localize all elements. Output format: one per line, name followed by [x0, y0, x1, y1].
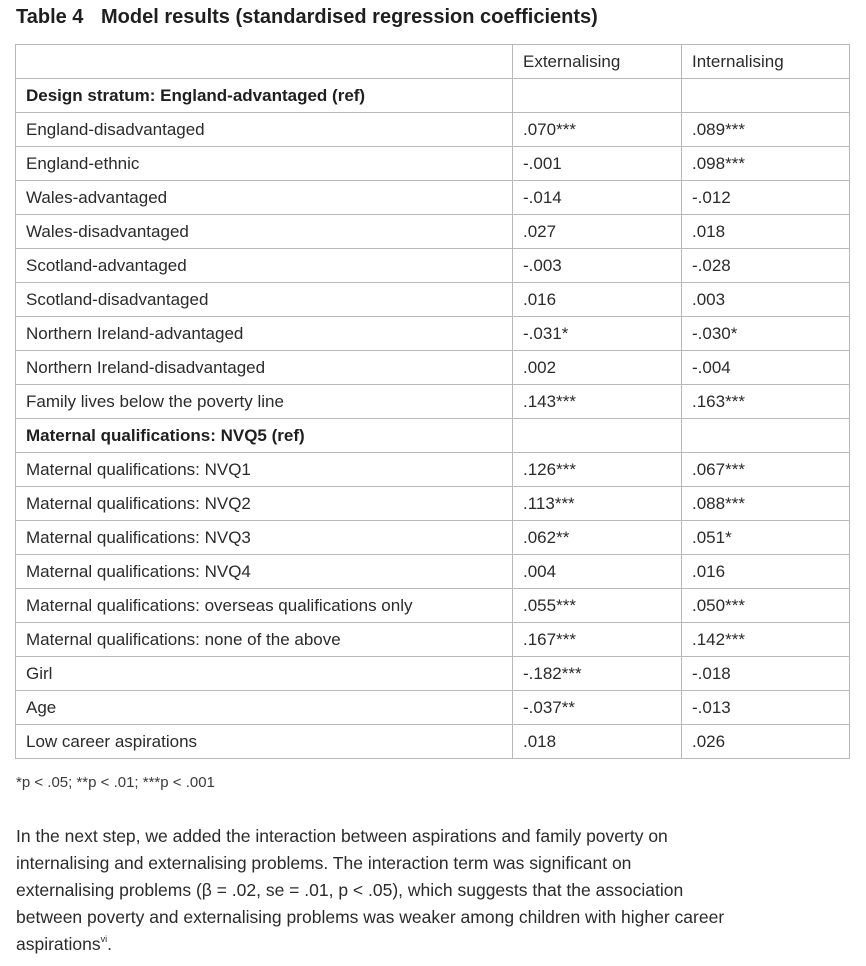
variable-label-cell: Northern Ireland-advantaged: [16, 317, 513, 351]
table-row: [16, 623, 850, 657]
table-header-row: [16, 45, 850, 79]
table-section-row: [16, 79, 850, 113]
section-label-cell: Design stratum: England-advantaged (ref): [16, 79, 513, 113]
internalising-value-cell: .003: [682, 283, 850, 317]
table-title: Model results (standardised regression coefficients): [101, 6, 598, 28]
table-caption: [16, 6, 598, 29]
table-row: [16, 215, 850, 249]
internalising-value-cell: .098***: [682, 147, 850, 181]
table-row: [16, 181, 850, 215]
table-row: [16, 691, 850, 725]
table-row: [16, 113, 850, 147]
variable-label-cell: Maternal qualifications: NVQ4: [16, 555, 513, 589]
externalising-value-cell: .126***: [513, 453, 682, 487]
header-externalising: Externalising: [513, 45, 682, 79]
internalising-value-cell: -.013: [682, 691, 850, 725]
table-row: [16, 657, 850, 691]
externalising-value-cell: .027: [513, 215, 682, 249]
externalising-value-cell: .055***: [513, 589, 682, 623]
externalising-value-cell: -.031*: [513, 317, 682, 351]
variable-label-cell: Maternal qualifications: NVQ2: [16, 487, 513, 521]
internalising-value-cell: .089***: [682, 113, 850, 147]
section-label-cell: Maternal qualifications: NVQ5 (ref): [16, 419, 513, 453]
significance-footnote: *p < .05; **p < .01; ***p < .001: [16, 774, 215, 791]
paragraph-line: between poverty and externalising problems was weaker among children with higher career: [16, 907, 725, 927]
internalising-value-cell: .050***: [682, 589, 850, 623]
paragraph-end-punct: .: [107, 934, 113, 954]
table-row: [16, 725, 850, 759]
internalising-value-cell: .142***: [682, 623, 850, 657]
internalising-value-cell: -.012: [682, 181, 850, 215]
internalising-value-cell: .163***: [682, 385, 850, 419]
variable-label-cell: Maternal qualifications: overseas qualifications only: [16, 589, 513, 623]
variable-label-cell: Maternal qualifications: none of the above: [16, 623, 513, 657]
variable-label-cell: England-ethnic: [16, 147, 513, 181]
paragraph-line: In the next step, we added the interaction between aspirations and family poverty on: [16, 826, 668, 846]
header-internalising: Internalising: [682, 45, 850, 79]
externalising-value-cell: .143***: [513, 385, 682, 419]
externalising-value-cell: .004: [513, 555, 682, 589]
table-row: [16, 453, 850, 487]
table-row: [16, 385, 850, 419]
paragraph-line: externalising problems (β = .02, se = .01, p < .05), which suggests that the association: [16, 880, 684, 900]
variable-label-cell: England-disadvantaged: [16, 113, 513, 147]
variable-label-cell: Wales-advantaged: [16, 181, 513, 215]
table-row: [16, 521, 850, 555]
externalising-value-cell: .016: [513, 283, 682, 317]
externalising-value-cell: .062**: [513, 521, 682, 555]
externalising-value-cell: .167***: [513, 623, 682, 657]
table-row: [16, 317, 850, 351]
paragraph-last-line: [16, 931, 856, 958]
variable-label-cell: Girl: [16, 657, 513, 691]
table-number: Table 4: [16, 6, 84, 28]
table-row: [16, 351, 850, 385]
internalising-value-cell: -.030*: [682, 317, 850, 351]
variable-label-cell: Scotland-disadvantaged: [16, 283, 513, 317]
internalising-value-cell: .051*: [682, 521, 850, 555]
body-paragraph: [16, 823, 856, 958]
paragraph-last-word: aspirations: [16, 934, 101, 954]
variable-label-cell: Scotland-advantaged: [16, 249, 513, 283]
table-row: [16, 555, 850, 589]
header-label-cell: [16, 45, 513, 79]
variable-label-cell: Northern Ireland-disadvantaged: [16, 351, 513, 385]
variable-label-cell: Age: [16, 691, 513, 725]
externalising-value-cell: -.003: [513, 249, 682, 283]
variable-label-cell: Wales-disadvantaged: [16, 215, 513, 249]
internalising-value-cell: .067***: [682, 453, 850, 487]
externalising-value-cell: [513, 419, 682, 453]
externalising-value-cell: .113***: [513, 487, 682, 521]
internalising-value-cell: -.004: [682, 351, 850, 385]
paragraph-line: internalising and externalising problems. The interaction term was significant on: [16, 853, 632, 873]
externalising-value-cell: .002: [513, 351, 682, 385]
table-section-row: [16, 419, 850, 453]
internalising-value-cell: .088***: [682, 487, 850, 521]
externalising-value-cell: -.014: [513, 181, 682, 215]
endnote-marker: vi: [100, 934, 108, 944]
table-row: [16, 249, 850, 283]
internalising-value-cell: [682, 419, 850, 453]
externalising-value-cell: .018: [513, 725, 682, 759]
externalising-value-cell: -.037**: [513, 691, 682, 725]
variable-label-cell: Maternal qualifications: NVQ3: [16, 521, 513, 555]
table-row: [16, 487, 850, 521]
internalising-value-cell: .018: [682, 215, 850, 249]
variable-label-cell: Low career aspirations: [16, 725, 513, 759]
internalising-value-cell: .026: [682, 725, 850, 759]
internalising-value-cell: [682, 79, 850, 113]
externalising-value-cell: .070***: [513, 113, 682, 147]
table-body: [16, 45, 850, 759]
internalising-value-cell: .016: [682, 555, 850, 589]
table-row: [16, 589, 850, 623]
externalising-value-cell: -.001: [513, 147, 682, 181]
variable-label-cell: Family lives below the poverty line: [16, 385, 513, 419]
table-row: [16, 147, 850, 181]
externalising-value-cell: -.182***: [513, 657, 682, 691]
results-table: [15, 44, 850, 759]
externalising-value-cell: [513, 79, 682, 113]
variable-label-cell: Maternal qualifications: NVQ1: [16, 453, 513, 487]
internalising-value-cell: -.018: [682, 657, 850, 691]
internalising-value-cell: -.028: [682, 249, 850, 283]
table-row: [16, 283, 850, 317]
